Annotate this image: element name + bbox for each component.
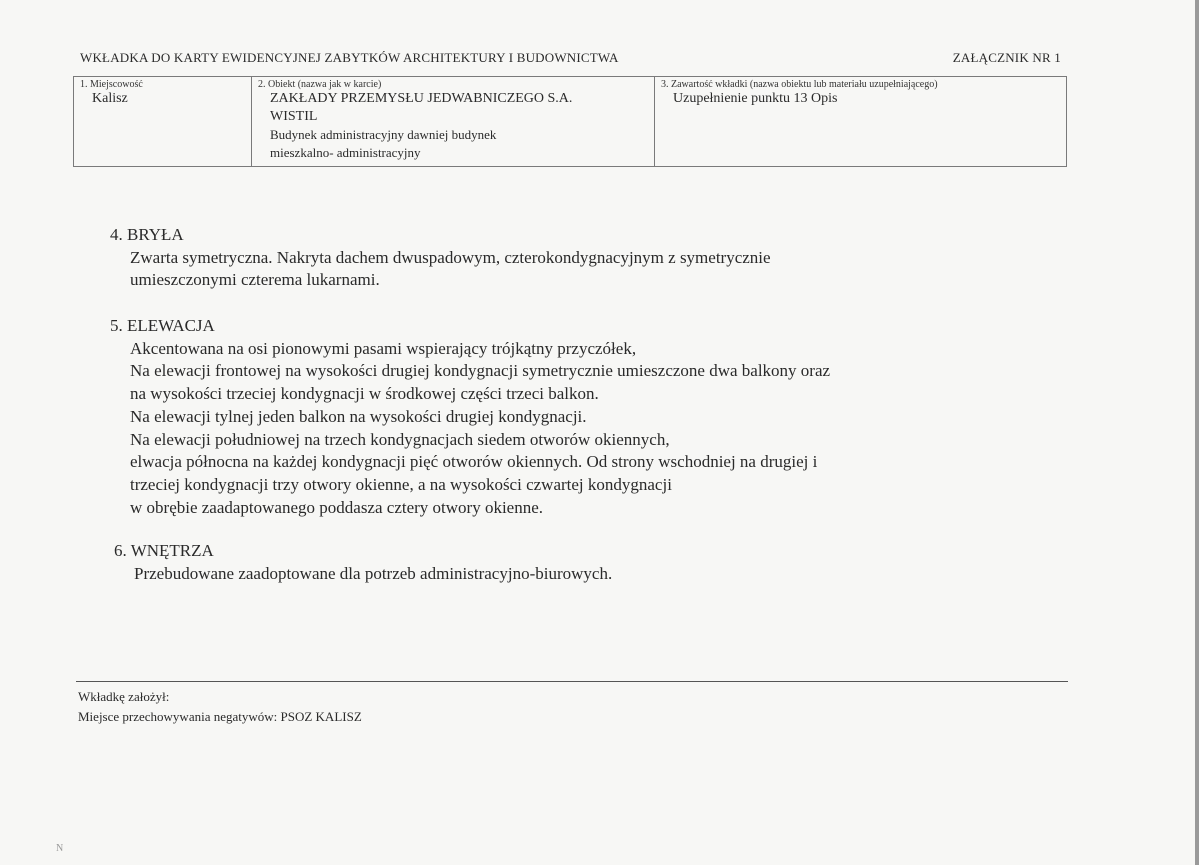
section-elewacja: [110, 315, 830, 519]
section-line: Na elewacji tylnej jeden balkon na wysokości drugiej kondygnacji.: [130, 406, 587, 426]
object-line: Budynek administracyjny dawniej budynek: [270, 127, 497, 142]
contents-caption: 3. Zawartość wkładki (nazwa obiektu lub materiału uzupełniającego): [661, 79, 938, 90]
section-line: elwacja północna na każdej kondygnacji pięć otworów okiennych. Od strony wschodniej na drugiej i: [130, 452, 818, 472]
object-line: ZAKŁADY PRZEMYSŁU JEDWABNICZEGO S.A.: [270, 91, 573, 106]
author-label: Wkładkę założył:: [78, 689, 170, 704]
section-line: Na elewacji frontowej na wysokości drugiej kondygnacji symetrycznie umieszczone dwa balkony oraz: [130, 361, 831, 381]
contents-cell: [655, 77, 1067, 167]
section-line: trzeciej kondygnacji trzy otwory okienne, a na wysokości czwartej kondygnacji: [130, 474, 672, 494]
section-line: w obrębie zaadaptowanego poddasza cztery otwory okienne.: [130, 497, 544, 517]
section-line: Przebudowane zaadoptowane dla potrzeb administracyjno-biurowych.: [134, 563, 613, 583]
footer-divider: [76, 681, 1068, 682]
object-caption: 2. Obiekt (nazwa jak w karcie): [258, 79, 382, 90]
document-title: WKŁADKA DO KARTY EWIDENCYJNEJ ZABYTKÓW ARCHITEKTURY I BUDOWNICTWA: [80, 50, 619, 65]
margin-mark: N: [56, 843, 64, 854]
annex-label: ZAŁĄCZNIK NR 1: [952, 50, 1061, 65]
section-title: 6. WNĘTRZA: [114, 541, 214, 560]
contents-value: Uzupełnienie punktu 13 Opis: [673, 91, 838, 106]
section-title: 5. ELEWACJA: [110, 316, 215, 335]
locality-caption: 1. Miejscowość: [80, 79, 143, 90]
negatives-location: Miejsce przechowywania negatywów: PSOZ KALISZ: [78, 709, 362, 724]
locality-value: Kalisz: [92, 91, 128, 106]
section-line: Zwarta symetryczna. Nakryta dachem dwuspadowym, czterokondygnacyjnym z symetrycznie: [130, 247, 771, 267]
locality-cell: [74, 77, 252, 167]
object-cell: [252, 77, 655, 167]
section-title: 4. BRYŁA: [110, 225, 184, 244]
section-wnetrza: [114, 540, 612, 585]
section-bryla: [110, 224, 771, 292]
document-header: [80, 50, 1065, 66]
section-line: umieszczonymi czterema lukarnami.: [130, 270, 380, 290]
section-line: Akcentowana na osi pionowymi pasami wspierający trójkątny przyczółek,: [130, 338, 637, 358]
object-line: WISTIL: [270, 109, 318, 124]
section-line: na wysokości trzeciej kondygnacji w środkowej części trzeci balkon.: [130, 384, 599, 404]
identification-table: [73, 76, 1067, 167]
object-line: mieszkalno- administracyjny: [270, 145, 421, 160]
section-line: Na elewacji południowej na trzech kondygnacjach siedem otworów okiennych,: [130, 429, 670, 449]
